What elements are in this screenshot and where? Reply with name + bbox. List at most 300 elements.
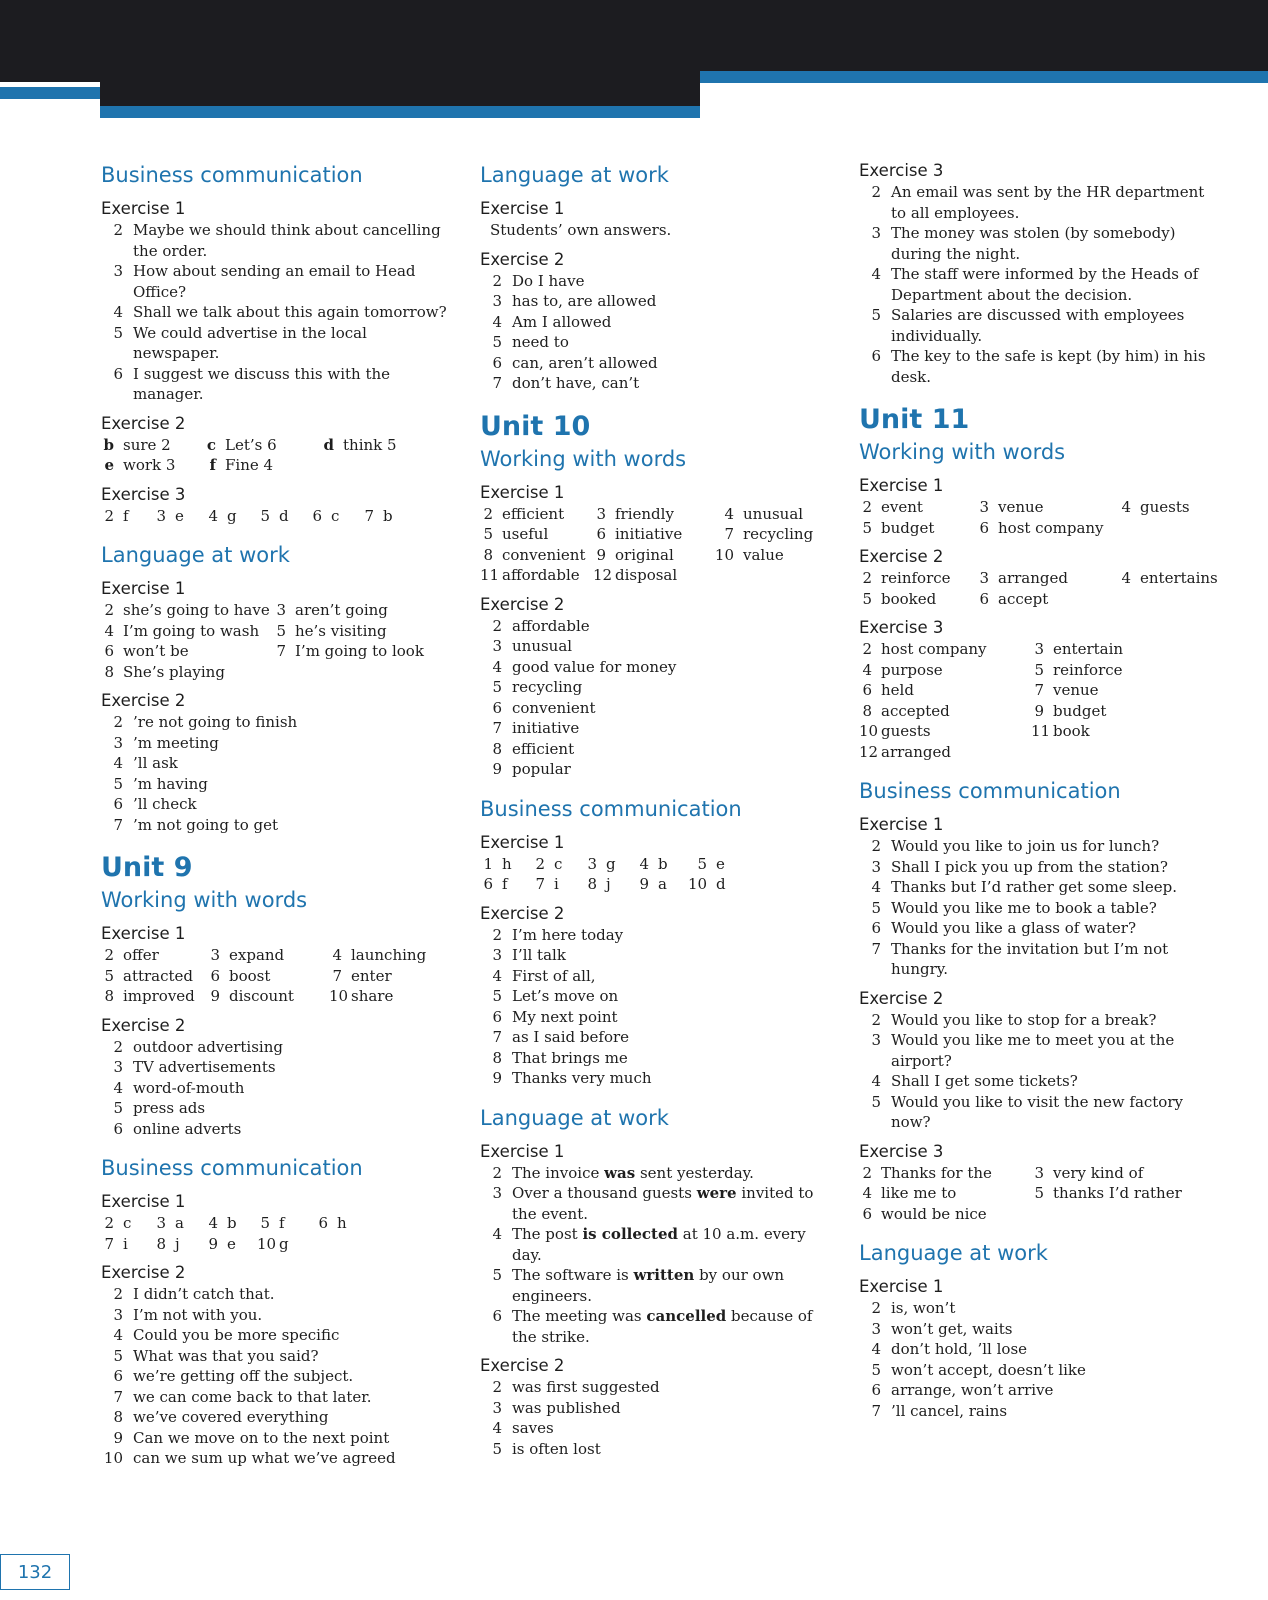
answer-list: [101, 712, 451, 835]
section-title: Business communication: [480, 796, 742, 821]
item-text: is, won’t: [891, 1299, 956, 1317]
answer-item: [101, 1057, 451, 1078]
item-text: g: [279, 1234, 289, 1253]
item-number: 2: [104, 1214, 114, 1232]
item-text: he’s visiting: [295, 621, 387, 640]
item-text: recycling: [743, 525, 814, 543]
item-text: [1140, 518, 1219, 539]
item-number: 5: [862, 589, 872, 608]
item-text: We could advertise in the local newspaper.: [133, 323, 367, 362]
item-number: 3: [1034, 640, 1044, 658]
item-text: original: [615, 545, 674, 564]
item-text: e: [716, 854, 725, 873]
item-number: 7: [871, 1401, 881, 1420]
item-text: affordable: [502, 566, 580, 584]
item-text: j: [175, 1234, 180, 1253]
item-number: 3: [979, 498, 989, 516]
item-number: 3: [979, 569, 989, 587]
item-number: e: [104, 456, 114, 474]
item-text: boost: [229, 966, 271, 985]
answer-item: [859, 1401, 1219, 1422]
item-answer-bold: written: [633, 1266, 695, 1284]
item-text: like me to: [881, 1184, 957, 1202]
item-text: Let’s move on: [512, 987, 619, 1005]
item-number: 10: [714, 545, 734, 564]
item-number: 9: [492, 760, 502, 778]
item-text: was first suggested: [512, 1378, 660, 1396]
answer-list: [480, 1163, 835, 1348]
item-text: I’m not with you.: [133, 1305, 263, 1324]
item-number: 8: [104, 662, 114, 681]
item-text: Am I allowed: [512, 312, 612, 331]
item-text: The software is: [512, 1266, 634, 1284]
item-number: 2: [492, 271, 502, 290]
item-text: f: [123, 506, 129, 525]
header-dark-tab: [100, 82, 700, 106]
answer-item: [480, 698, 835, 719]
answer-list: [480, 271, 835, 394]
item-number: 4: [492, 1225, 502, 1243]
answer-item: [101, 712, 451, 733]
item-number: 5: [113, 1346, 123, 1365]
answer-item: [480, 1183, 835, 1224]
item-text: Thanks but I’d rather get some sleep.: [891, 878, 1178, 896]
answer-item: [101, 1284, 451, 1305]
item-text: [1140, 589, 1219, 610]
item-number: 2: [492, 1378, 502, 1396]
answer-item: [480, 332, 835, 353]
answer-item: [480, 759, 835, 780]
answer-list: [480, 616, 835, 780]
answer-item: [859, 223, 1219, 264]
item-text: The invoice: [512, 1163, 605, 1182]
item-number: 3: [210, 946, 220, 964]
answer-list: [101, 220, 451, 405]
item-text: efficient: [502, 504, 565, 523]
item-number: 2: [862, 1163, 872, 1182]
answer-item: [859, 918, 1219, 939]
answer-item: [859, 1010, 1219, 1031]
item-number: 4: [862, 1184, 872, 1202]
answer-item: [101, 774, 451, 795]
item-text: h: [502, 854, 512, 873]
section-title: Business communication: [101, 1156, 363, 1180]
item-text: won’t get, waits: [891, 1319, 1013, 1338]
item-text: ’m meeting: [133, 733, 219, 752]
unit-title: Unit 9: [101, 852, 193, 883]
answer-item: [859, 1339, 1219, 1360]
answer-item: [859, 877, 1219, 898]
item-number: 2: [483, 504, 493, 523]
answer-item: [859, 264, 1219, 305]
exercise-title: Exercise 2: [480, 903, 565, 923]
item-number: 11: [480, 566, 500, 584]
item-number: 4: [208, 1214, 218, 1232]
exercise-title: Exercise 1: [859, 476, 944, 495]
item-number: d: [323, 435, 334, 454]
item-text: we can come back to that later.: [133, 1387, 372, 1406]
item-number: 6: [113, 795, 123, 813]
item-text: budget: [881, 518, 935, 537]
answer-grid: [101, 600, 451, 682]
answer-item: [480, 945, 835, 966]
exercise-title: Exercise 3: [859, 1141, 944, 1161]
item-text: ’m having: [133, 774, 208, 793]
item-text: invited to the event.: [512, 1184, 814, 1223]
item-text: reinforce: [1053, 660, 1123, 679]
exercise-title: Exercise 1: [101, 579, 186, 598]
answer-list: [480, 1377, 835, 1459]
item-number: 5: [492, 1439, 502, 1458]
item-text: sent yesterday.: [635, 1163, 754, 1182]
answer-item: [101, 733, 451, 754]
item-text: very kind of: [1053, 1163, 1144, 1182]
exercise-title: Exercise 3: [859, 618, 944, 637]
item-number: 2: [492, 616, 502, 635]
item-text: Over a thousand guests: [512, 1184, 697, 1202]
item-text: Would you like to join us for lunch?: [891, 837, 1160, 855]
item-text: event: [881, 498, 923, 516]
column-2: [480, 160, 835, 1459]
item-text: g: [606, 854, 616, 873]
item-number: 2: [104, 506, 114, 525]
header-accent-bar-left: [0, 87, 100, 99]
item-text: entertains: [1140, 569, 1218, 587]
item-text: accept: [998, 589, 1049, 608]
item-text: d: [716, 875, 726, 893]
item-number: 6: [862, 681, 872, 699]
item-text: Could you be more specific: [133, 1326, 340, 1344]
item-text: saves: [512, 1419, 554, 1437]
item-number: 6: [492, 1007, 502, 1026]
page-number: 132: [0, 1554, 70, 1590]
section-title: Language at work: [859, 1241, 1048, 1265]
item-text: has to, are allowed: [512, 292, 657, 310]
exercise-title: Exercise 1: [101, 199, 186, 218]
answer-item: [859, 1071, 1219, 1092]
item-number: 2: [862, 569, 872, 587]
item-number: 7: [364, 506, 374, 525]
answer-item: [101, 302, 451, 323]
item-number: 5: [113, 323, 123, 342]
item-number: 2: [871, 1299, 881, 1317]
item-text: budget: [1053, 701, 1107, 720]
item-text: Thanks for the: [881, 1163, 992, 1182]
item-text: work 3: [123, 456, 176, 474]
item-number: 2: [113, 1037, 123, 1056]
item-text: purpose: [881, 660, 943, 679]
item-text: reinforce: [881, 569, 951, 587]
item-number: 5: [1034, 1184, 1044, 1202]
item-number: 3: [871, 857, 881, 876]
item-number: 5: [492, 987, 502, 1005]
item-number: 1: [483, 854, 493, 873]
item-number: 5: [276, 621, 286, 640]
item-number: 10: [859, 722, 879, 740]
item-number: 2: [104, 946, 114, 964]
answer-item: [859, 898, 1219, 919]
item-text: don’t hold, ’ll lose: [891, 1340, 1028, 1358]
item-text: e: [227, 1234, 236, 1253]
answer-list: [480, 925, 835, 1089]
section-title: Business communication: [101, 163, 363, 187]
item-text: She’s playing: [123, 662, 225, 681]
answer-item: [859, 1030, 1219, 1071]
item-text: can we sum up what we’ve agreed: [133, 1449, 396, 1467]
item-number: 4: [871, 1340, 881, 1358]
item-number: c: [206, 435, 216, 454]
item-text: Shall we talk about this again tomorrow?: [133, 303, 447, 321]
exercise-title: Exercise 2: [101, 691, 186, 710]
item-text: Maybe we should think about cancelling the order.: [133, 221, 441, 260]
answer-item: [859, 1319, 1219, 1340]
item-text: need to: [512, 333, 569, 351]
answer-item: [480, 1398, 835, 1419]
answer-grid: [101, 1213, 451, 1254]
item-text: [295, 662, 451, 683]
section-title: Language at work: [480, 1105, 669, 1130]
item-number: 7: [724, 525, 734, 543]
item-number: 6: [312, 506, 322, 525]
item-number: 5: [862, 518, 872, 537]
item-text: Can we move on to the next point: [133, 1428, 390, 1447]
item-text: improved: [123, 987, 195, 1005]
answer-list: [101, 1284, 451, 1469]
exercise-title: Exercise 1: [480, 199, 565, 218]
item-number: [1118, 589, 1140, 610]
item-text: guests: [1140, 498, 1190, 516]
answer-grid: [101, 945, 451, 1007]
item-answer-bold: were: [696, 1184, 737, 1202]
answer-grid: [859, 639, 1219, 762]
item-number: 2: [871, 1010, 881, 1029]
item-text: affordable: [512, 616, 590, 635]
answer-item: [101, 1346, 451, 1367]
item-number: 4: [113, 303, 123, 321]
answer-list: [859, 1010, 1219, 1133]
item-text: can, aren’t allowed: [512, 353, 658, 372]
item-text: d: [279, 506, 289, 525]
item-number: 10: [688, 875, 708, 893]
item-number: 6: [113, 364, 123, 383]
answer-item: [859, 857, 1219, 878]
item-number: 5: [492, 333, 502, 351]
exercise-title: Exercise 1: [101, 1192, 186, 1211]
item-number: 3: [492, 946, 502, 964]
section-title: Working with words: [101, 888, 308, 912]
item-text: [1053, 1204, 1219, 1225]
item-text: arranged: [998, 569, 1068, 587]
item-text: The post: [512, 1225, 583, 1243]
answer-item: [101, 1366, 451, 1387]
answer-item: [101, 1387, 451, 1408]
item-number: 6: [483, 875, 493, 893]
item-number: 7: [492, 1028, 502, 1046]
item-number: 2: [492, 925, 502, 944]
answer-item: [859, 1092, 1219, 1133]
item-text: expand: [229, 946, 285, 964]
exercise-title: Exercise 1: [859, 1277, 944, 1296]
item-number: 4: [113, 1078, 123, 1097]
item-text: initiative: [615, 525, 683, 543]
item-text: Thanks for the invitation but I’m not hungry.: [891, 939, 1169, 978]
item-text: e: [175, 506, 184, 525]
item-number: 4: [208, 506, 218, 525]
item-number: 2: [113, 221, 123, 239]
item-number: 2: [113, 1285, 123, 1303]
answer-grid: [101, 506, 451, 527]
item-text: guests: [881, 722, 931, 740]
exercise-title: Exercise 1: [101, 924, 186, 943]
item-text: sure 2: [123, 435, 171, 454]
item-number: 5: [871, 1360, 881, 1379]
item-number: 4: [492, 1419, 502, 1437]
item-number: 3: [596, 504, 606, 523]
item-text: I suggest we discuss this with the manager.: [133, 364, 391, 403]
item-number: 7: [492, 719, 502, 737]
item-text: Would you like to visit the new factory now?: [891, 1092, 1183, 1131]
answer-item: [480, 353, 835, 374]
item-text: held: [881, 681, 914, 699]
item-number: 4: [104, 621, 114, 640]
item-text: Would you like to stop for a break?: [891, 1010, 1157, 1029]
item-text: don’t have, can’t: [512, 374, 640, 392]
item-number: 4: [871, 265, 881, 283]
exercise-title: Exercise 2: [101, 1263, 186, 1282]
item-text: arrange, won’t arrive: [891, 1381, 1054, 1399]
item-text: ’ll ask: [133, 754, 178, 772]
item-text: accepted: [881, 701, 950, 720]
item-text: friendly: [615, 504, 674, 523]
item-text: Let’s 6: [225, 435, 277, 454]
item-text: An email was sent by the HR department to all employees.: [891, 183, 1205, 222]
header-accent-bar-under: [100, 106, 700, 118]
answer-item: [101, 1078, 451, 1099]
answer-item: [480, 966, 835, 987]
item-number: 9: [210, 987, 220, 1005]
item-number: 3: [156, 1214, 166, 1232]
item-text: press ads: [133, 1099, 206, 1117]
item-number: 3: [113, 262, 123, 280]
item-text: My next point: [512, 1007, 618, 1026]
item-number: 5: [260, 1214, 270, 1232]
item-number: 9: [113, 1428, 123, 1447]
item-text: venue: [998, 498, 1044, 516]
item-text: c: [554, 854, 563, 873]
item-text: convenient: [502, 545, 586, 564]
item-text: word-of-mouth: [133, 1078, 245, 1097]
answer-list: [859, 836, 1219, 980]
answer-item: [101, 364, 451, 405]
item-number: 8: [104, 987, 114, 1005]
item-number: 2: [535, 854, 545, 873]
answer-item: [859, 836, 1219, 857]
item-number: 5: [483, 525, 493, 543]
item-number: 6: [862, 1204, 872, 1223]
item-text: g: [227, 506, 237, 525]
item-number: 5: [104, 966, 114, 985]
item-number: 8: [492, 739, 502, 758]
item-number: 10: [103, 1449, 123, 1467]
item-text: offer: [123, 946, 159, 964]
answer-item: [480, 657, 835, 678]
item-text: i: [554, 875, 559, 893]
item-number: 4: [1121, 569, 1131, 587]
item-number: 3: [492, 1398, 502, 1417]
item-number: 5: [871, 1092, 881, 1111]
item-text: ’m not going to get: [133, 815, 279, 834]
item-number: b: [103, 435, 114, 454]
answer-item: [101, 323, 451, 364]
item-text: host company: [998, 518, 1104, 537]
answer-list: [859, 1298, 1219, 1421]
exercise-title: Exercise 2: [859, 988, 944, 1008]
item-number: 8: [156, 1234, 166, 1253]
item-text: a: [658, 875, 667, 893]
item-number: 6: [979, 518, 989, 537]
item-text: entertain: [1053, 640, 1124, 658]
answer-item: [101, 815, 451, 836]
item-number: 4: [724, 504, 734, 523]
item-number: [711, 565, 743, 586]
item-number: 5: [113, 774, 123, 793]
item-text: b: [383, 506, 393, 525]
item-number: 7: [104, 1234, 114, 1253]
item-number: 5: [492, 1266, 502, 1284]
item-text: recycling: [512, 678, 583, 696]
item-text: The key to the safe is kept (by him) in his desk.: [891, 347, 1206, 386]
exercise-title: Exercise 1: [480, 482, 565, 502]
item-text: ’ll cancel, rains: [891, 1401, 1008, 1420]
item-number: 5: [871, 898, 881, 917]
exercise-title: Exercise 2: [480, 1356, 565, 1375]
item-number: 6: [492, 1307, 502, 1325]
item-number: 6: [871, 347, 881, 365]
item-text: I’ll talk: [512, 946, 566, 964]
answer-item: [101, 1448, 451, 1469]
item-text: b: [658, 854, 668, 873]
item-number: 7: [535, 875, 545, 893]
item-number: 6: [979, 589, 989, 608]
item-number: 7: [113, 1387, 123, 1406]
answer-item: [101, 753, 451, 774]
item-text: book: [1053, 722, 1090, 740]
answer-item: [101, 261, 451, 302]
item-number: 6: [104, 642, 114, 660]
item-number: 4: [492, 657, 502, 676]
item-number: 3: [871, 1031, 881, 1049]
answer-item: [859, 939, 1219, 980]
answer-item: [480, 925, 835, 946]
item-number: 3: [113, 1058, 123, 1076]
item-text: ’re not going to finish: [133, 713, 298, 731]
item-text: share: [351, 987, 394, 1005]
item-text: would be nice: [881, 1204, 987, 1223]
item-text: won’t accept, doesn’t like: [891, 1360, 1086, 1379]
item-text: good value for money: [512, 657, 677, 676]
section-title: Working with words: [480, 446, 687, 471]
item-number: 7: [1034, 681, 1044, 699]
item-number: 8: [862, 701, 872, 720]
item-number: 10: [329, 987, 349, 1005]
answer-item: [480, 636, 835, 657]
item-text: disposal: [615, 566, 678, 584]
item-text: What was that you said?: [133, 1346, 319, 1365]
item-text: we’re getting off the subject.: [133, 1367, 354, 1385]
answer-item: [480, 1007, 835, 1028]
item-text: enter: [351, 966, 392, 985]
item-text: The meeting was: [512, 1307, 647, 1325]
